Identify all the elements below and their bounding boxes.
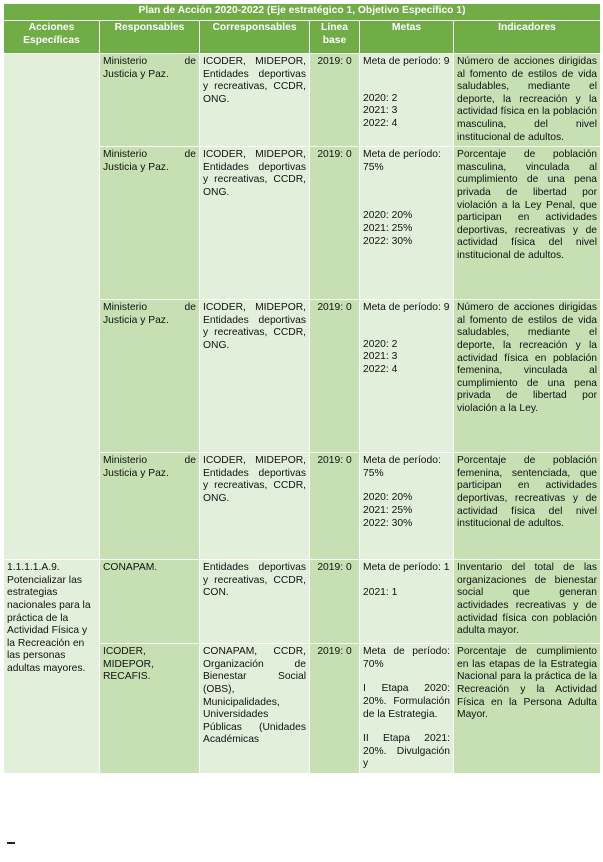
responsable-text: de — [184, 149, 196, 161]
meta-stage: I Etapa 2020: 20%. Formulación de la Estrategia. — [363, 683, 450, 720]
responsable-text: Justicia y Paz. — [103, 467, 169, 479]
metas-cell — [360, 560, 454, 644]
col-header-acciones: Acciones Específicas — [4, 21, 100, 54]
indicadores-cell: Porcentaje de cumplimiento en las etapas de la Estrategia Nacional para la práctica de la Recreación y la Actividad Física en la Persona Adulta Mayor. — [454, 644, 601, 774]
meta-head: Meta de período: 70% — [363, 646, 450, 670]
meta-year: 2020: 2 — [363, 338, 398, 350]
responsable-text: de — [184, 56, 196, 67]
meta-head: Meta de período: 9 — [363, 56, 450, 67]
indicadores-cell: Número de acciones dirigidas al fomento de estilos de vida saludables, mediante el deporte, la recreación y la actividad física en población femenina, vinculada al cumplimiento de una pena privada de libertad por violación a la Ley. — [454, 300, 601, 453]
accion-especifica-cell: 1.1.1.1.A.9. Potencializar las estrategias nacionales para la práctica de la Actividad Física y la Recreación en las personas adultas mayores. — [4, 560, 100, 774]
linea-base-cell: 2019: 0 — [310, 300, 360, 453]
metas-cell — [360, 54, 454, 147]
metas-cell — [360, 644, 454, 774]
col-header-corresponsables: Corresponsables — [200, 21, 310, 54]
responsables-cell: ICODER, MIDEPOR, RECAFIS. — [100, 644, 200, 774]
table-title-row — [4, 4, 601, 21]
responsables-cell — [100, 54, 200, 147]
col-header-linea-base: Línea base — [310, 21, 360, 54]
corresponsables-cell: Entidades deportivas y recreativas, CCDR, CON. — [200, 560, 310, 644]
responsable-text: Ministerio — [103, 302, 148, 314]
indicadores-cell: Porcentaje de población femenina, sentenciada, que participan en actividades deportivas, recreativas y de actividad física del nivel institucional de adultos. — [454, 453, 601, 560]
responsable-text: Justicia y Paz. — [103, 314, 169, 326]
linea-base-cell: 2019: 0 — [310, 54, 360, 147]
responsable-text: Justicia y Paz. — [103, 161, 169, 173]
linea-base-cell: 2019: 0 — [310, 560, 360, 644]
col-header-metas: Metas — [360, 21, 454, 54]
responsables-cell — [100, 453, 200, 560]
metas-cell — [360, 300, 454, 453]
responsables-cell — [100, 147, 200, 300]
indicadores-cell: Porcentaje de población masculina, vinculada al cumplimiento de una pena privada de libertad por violación a la Ley Penal, que participan en actividades deportivas, recreativas y de actividad física del nivel institucional de adultos. — [454, 147, 601, 300]
corresponsables-cell: CONAPAM, CCDR, Organización de Bienestar Social (OBS), Municipalidades, Universidades Públicas (Unidades Académicas — [200, 644, 310, 774]
meta-head: Meta de período: 75% — [363, 149, 441, 173]
meta-stage: II Etapa 2021: 20%. Divulgación y — [363, 733, 450, 770]
corresponsables-cell: ICODER, MIDEPOR, Entidades deportivas y recreativas, CCDR, ONG. — [200, 54, 310, 147]
responsable-text: Ministerio — [103, 56, 148, 67]
corresponsables-cell: ICODER, MIDEPOR, Entidades deportivas y recreativas, CCDR, ONG. — [200, 300, 310, 453]
meta-year: 2022: 4 — [363, 117, 398, 129]
corresponsables-cell: ICODER, MIDEPOR, Entidades deportivas y recreativas, CCDR, ONG. — [200, 147, 310, 300]
linea-base-cell: 2019: 0 — [310, 147, 360, 300]
meta-year: 2021: 3 — [363, 351, 398, 363]
corresponsables-cell: ICODER, MIDEPOR, Entidades deportivas y recreativas, CCDR, ONG. — [200, 453, 310, 560]
responsable-text: de — [184, 455, 196, 467]
metas-cell — [360, 453, 454, 560]
linea-base-cell: 2019: 0 — [310, 644, 360, 774]
page-edge-mark — [7, 842, 15, 850]
acciones-cell-empty — [4, 54, 100, 560]
metas-cell — [360, 147, 454, 300]
action-plan-table — [3, 3, 601, 774]
table-title: Plan de Acción 2020-2022 (Eje estratégico 1, Objetivo Específico 1) — [4, 4, 601, 21]
meta-year: 2022: 30% — [363, 235, 413, 247]
meta-head: Meta de período: 75% — [363, 455, 441, 479]
meta-year: 2021: 25% — [363, 504, 413, 516]
responsable-text: Ministerio — [103, 455, 148, 467]
meta-head: Meta de período: 1 — [363, 562, 450, 574]
meta-year: 2021: 3 — [363, 105, 398, 117]
col-header-indicadores: Indicadores — [454, 21, 601, 54]
linea-base-cell: 2019: 0 — [310, 453, 360, 560]
meta-year: 2022: 4 — [363, 363, 398, 375]
meta-head: Meta de período: 9 — [363, 302, 450, 314]
responsable-text: de — [184, 302, 196, 314]
indicadores-cell: Número de acciones dirigidas al fomento de estilos de vida saludables, mediante el deporte, la recreación y la actividad física en la población masculina, del nivel institucional de adultos. — [454, 54, 601, 147]
meta-year: 2021: 1 — [363, 586, 398, 598]
meta-year: 2020: 2 — [363, 92, 398, 104]
table-row — [4, 54, 601, 147]
table-row — [4, 560, 601, 644]
responsable-text: Ministerio — [103, 149, 148, 161]
col-header-responsables: Responsables — [100, 21, 200, 54]
responsables-cell: CONAPAM. — [100, 560, 200, 644]
responsables-cell — [100, 300, 200, 453]
indicadores-cell: Inventario del total de las organizaciones de bienestar social que generan actividades recreativas y de actividad física con población adulta mayor. — [454, 560, 601, 644]
table-header-row — [4, 21, 601, 54]
action-plan-table-wrapper — [3, 3, 600, 774]
meta-year: 2020: 20% — [363, 492, 413, 504]
meta-year: 2020: 20% — [363, 210, 413, 222]
responsable-text: Justicia y Paz. — [103, 68, 169, 80]
meta-year: 2022: 30% — [363, 517, 413, 529]
meta-year: 2021: 25% — [363, 222, 413, 234]
